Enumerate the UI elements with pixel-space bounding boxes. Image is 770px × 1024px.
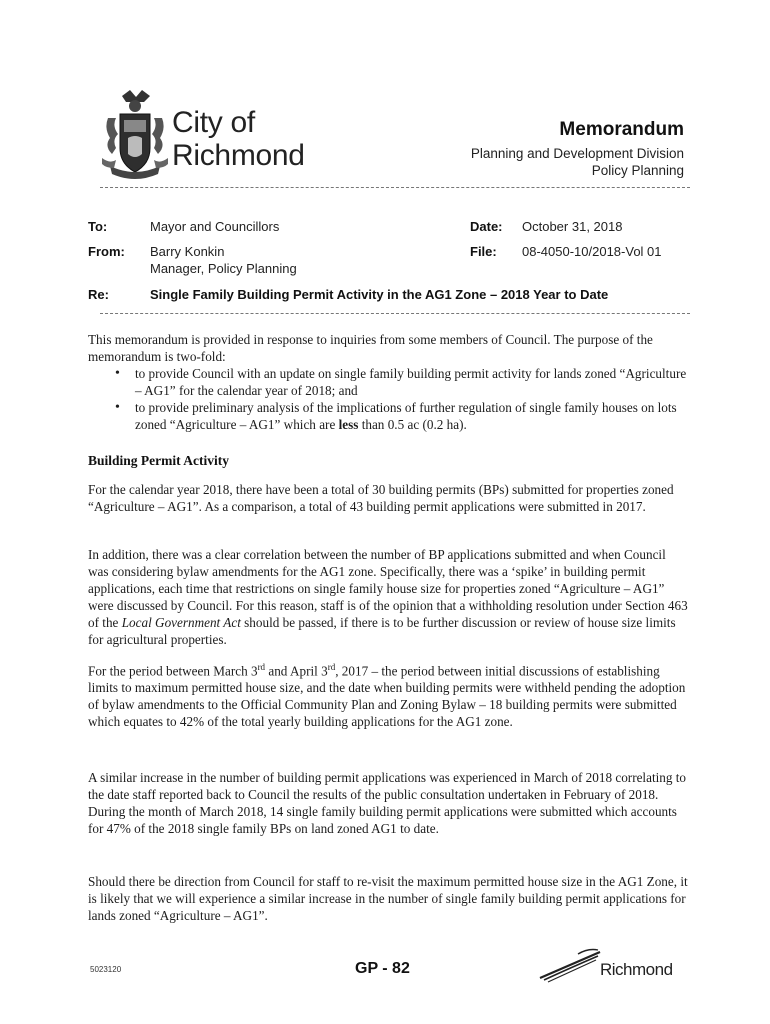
city-crest-icon bbox=[100, 88, 170, 186]
re-value: Single Family Building Permit Activity in the AG1 Zone – 2018 Year to Date bbox=[150, 287, 609, 302]
division-name: Planning and Development Division bbox=[470, 146, 684, 161]
purpose-list bbox=[88, 365, 688, 433]
subject-divider bbox=[100, 313, 690, 314]
date-label: Date: bbox=[470, 219, 503, 234]
memo-division bbox=[471, 145, 684, 179]
paragraph-1 bbox=[88, 481, 688, 515]
list-item bbox=[88, 399, 688, 433]
paragraph-2 bbox=[88, 546, 688, 648]
paragraph-3-text bbox=[88, 659, 688, 730]
re-label: Re: bbox=[88, 287, 109, 302]
from-value bbox=[150, 243, 297, 277]
to-value: Mayor and Councillors bbox=[150, 219, 280, 234]
paragraph-5 bbox=[88, 873, 688, 924]
from-name: Barry Konkin bbox=[150, 244, 225, 259]
superscript-2: rd bbox=[327, 662, 336, 672]
paragraph-3-a: For the period between March 3 bbox=[88, 663, 258, 679]
paragraph-4 bbox=[88, 769, 688, 837]
footer-brand: Richmond bbox=[600, 960, 673, 979]
header-divider bbox=[100, 187, 690, 188]
document-code: 5023120 bbox=[90, 965, 122, 974]
paragraph-5-text: Should there be direction from Council for staff to re-visit the maximum permitted house size in the AG1 Zone, it is likely that we will experience a similar increase in the number of single family building permit applications for lands zoned “Agriculture – AG1”. bbox=[88, 874, 688, 923]
file-value: 08-4050-10/2018-Vol 01 bbox=[522, 244, 662, 259]
from-label: From: bbox=[88, 244, 125, 259]
paragraph-4-text: A similar increase in the number of building permit applications was experienced in March of 2018 correlating to the date staff reported back to Council the results of the public consultation undertaken in February of 2018. During the month of March 2018, 14 single family building permit applications were submitted which accounts for 47% of the 2018 single family BPs on land zoned AG1 to date. bbox=[88, 770, 687, 836]
richmond-swoosh-icon bbox=[538, 948, 602, 984]
act-name: Local Government Act bbox=[121, 615, 241, 630]
to-label: To: bbox=[88, 219, 108, 234]
paragraph-3-b: and April 3 bbox=[265, 663, 328, 679]
section-heading: Building Permit Activity bbox=[88, 453, 229, 468]
page-number: GP - 82 bbox=[355, 960, 410, 977]
paragraph-2-post: should be passed, if there is to be further discussion or review of house size limits for agricultural properties. bbox=[88, 615, 676, 647]
paragraph-3-c: , 2017 – the period between initial discussions of establishing limits to maximum permitted house size, and the date when building permits were withheld pending the adoption of bylaw amendments to the Official Community Plan and Zoning Bylaw – 18 building permits were submitted which equates to 42% of the total yearly building applications for the AG1 zone. bbox=[88, 663, 686, 730]
bullet-2-bold: less bbox=[338, 417, 359, 432]
bullet-1-text: to provide Council with an update on single family building permit activity for lands zoned “Agriculture – AG1” for the calendar year of 2018; and bbox=[135, 366, 687, 398]
bullet-2-post: than 0.5 ac (0.2 ha). bbox=[358, 417, 467, 432]
city-name-line1: City of bbox=[172, 106, 255, 139]
memo-title: Memorandum bbox=[559, 119, 684, 140]
paragraph-2-text bbox=[88, 546, 688, 648]
paragraph-1-text: For the calendar year 2018, there have been a total of 30 building permits (BPs) submitted for properties zoned “Agriculture – AG1”. As a comparison, a total of 43 building permit applications were submitted in 2017. bbox=[88, 482, 674, 514]
date-value: October 31, 2018 bbox=[522, 219, 623, 234]
intro-paragraph: This memorandum is provided in response to inquiries from some members of Council. The purpose of the memorandum is two-fold: bbox=[88, 332, 653, 364]
paragraph-3 bbox=[88, 659, 688, 730]
file-label: File: bbox=[470, 244, 497, 259]
intro-block bbox=[88, 331, 688, 433]
bullet-2-pre: to provide preliminary analysis of the implications of further regulation of single family houses on lots zoned “Agriculture – AG1” which are bbox=[135, 400, 677, 432]
paragraph-2-pre: In addition, there was a clear correlation between the number of BP applications submitted and when Council was considering bylaw amendments for the AG1 zone. Specifically, there was a ‘spike’ in building permit applications, each time that restrictions on single family house size for properties zoned “Agriculture – AG1” were discussed by Council. For this reason, staff is of the opinion that a withholding resolution under Section 463 of the bbox=[88, 547, 688, 630]
department-name: Policy Planning bbox=[591, 163, 684, 178]
list-item bbox=[88, 365, 688, 399]
from-title: Manager, Policy Planning bbox=[150, 261, 297, 276]
city-name-line2: Richmond bbox=[172, 139, 305, 172]
superscript-1: rd bbox=[257, 662, 266, 672]
city-name bbox=[172, 106, 305, 172]
